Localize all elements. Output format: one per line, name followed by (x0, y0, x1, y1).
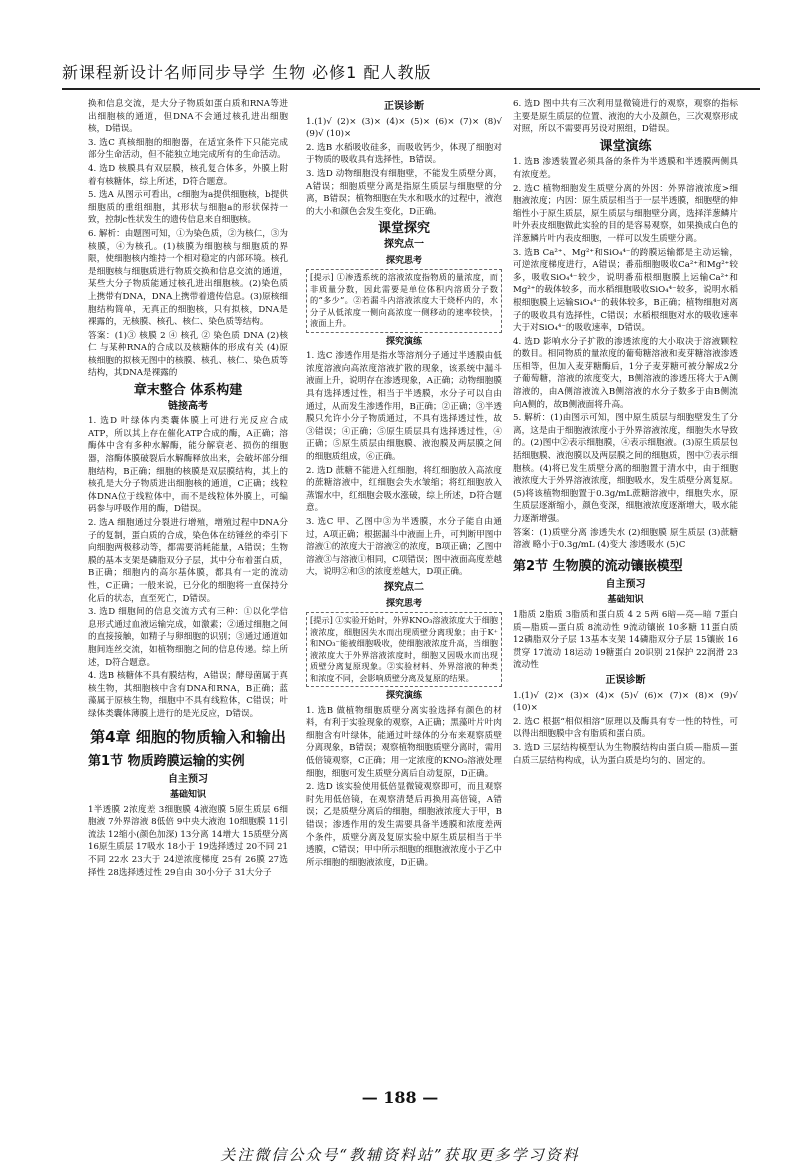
paragraph: 2. 选D 该实验使用低倍显微镜观察即可，而且观察时先用低倍镜，在观察清楚后再换用高倍镜，A错误；乙是质壁分离后的细胞，细胞液浓度大于甲，B错误；渗透作用的发生需要具备半透膜和浓度差两个条件，质壁分离及复原实验中原生质层相当于半透膜，C错误；甲中所示细胞的细胞液浓度小于乙中所示细胞的细胞液浓度，D正确。 (306, 782, 502, 868)
section-subheading: 基础知识 (169, 790, 206, 801)
paragraph: 4. 选D 影响水分子扩散的渗透浓度的大小取决于溶液颗粒的数目。相同物质的量浓度的葡萄糖溶液和麦芽糖溶液渗透压相等，但加入麦芽糖酶后，1分子麦芽糖可被分解成2分子葡萄糖，溶液的浓度变大，B侧溶液的渗透压将大于A侧溶液的，由A侧溶液流入B侧溶液的水分子数多于由B侧流向A侧的，故B侧液面将升高。 (513, 336, 738, 410)
paragraph: 1. 选D 叶绿体内类囊体膜上可进行光反应合成ATP，所以其上存在催化ATP合成的酶，A正确；溶酶体中含有多种水解酶，能分解衰老、损伤的细胞器，溶酶体膜破裂后水解酶释放出来，会破坏部分细胞结构，B正确；细胞的核膜是双层膜结构，其上的核孔是大分子物质进出细胞核的通道，C正确；线粒体DNA位于线粒体中，而不是线粒体外膜上，可编码参与呼吸作用的酶，D错误。 (88, 416, 288, 515)
answer: 答案：(1)质壁分离 渗透失水 (2)细胞膜 原生质层 (3)蔗糖溶液 略小于0.3g/mL (4)变大 渗透吸水 (5)C (513, 527, 738, 551)
answer: 答案：(1)③ 核膜 2 ④ 核孔 ② 染色质 DNA (2)核仁 与某种RNA的合成以及核糖体的形成有关 (4)原核细胞的拟核无图中的核膜、核孔、核仁、染色质等结构，其DNA是裸露的 (88, 330, 288, 379)
paragraph: 3. 选D 三层结构模型认为生物膜结构由蛋白质—脂质—蛋白质三层结构构成，认为蛋白质是均匀的、固定的。 (513, 742, 738, 766)
paragraph: 1. 选B 做植物细胞质壁分离实验选择有颜色的材料，有利于实验现象的观察，A正确；黑藻叶片叶肉细胞含有叶绿体，能通过叶绿体的分布来观察质壁分离现象，B错误；观察植物细胞质壁分离时，需用低倍镜观察，C正确；用一定浓度的KNO₃溶液处理细胞，细胞可发生质壁分离后自动复原，D正确。 (306, 705, 502, 779)
basics-list: 1半透膜 2浓度差 3细胞膜 4液泡膜 5原生质层 6细胞液 7外界溶液 8低倍 9中央大液泡 10细胞膜 11引流法 12缩小(颜色加深) 13分离 14增大 15质壁分离 16原生质层 17吸水 18小于 19选择透过 20不同 21不同 22水 23大于 24逆浓度梯度 25有 26膜 27选择性 28选择透过性 29自由 30小分子 31大分子 (88, 804, 288, 878)
paragraph: 3. 选C 真核细胞的细胞器，在适宜条件下只能完成部分生命活动，但不能独立地完成所有的生命活动。 (88, 137, 288, 161)
section-subheading: 基础知识 (607, 595, 644, 606)
hint-box: [提示] ①渗透系统的溶液浓度指物质的量浓度，而非质量分数，因此需要是单位体积内溶质分子数的“多少”。②若漏斗内溶液浓度大于烧杯内的，水分子从低浓度一侧向高浓度一侧移动的速率较快，液面上升。 (306, 269, 502, 333)
paragraph: 2. 选C 植物细胞发生质壁分离的外因：外界溶液浓度>细胞液浓度；内因：原生质层相当于一层半透膜，细胞壁的伸缩性小于原生质层，原生质层与细胞壁分离，选择洋葱鳞片叶外表皮细胞做此实验的目的是容易观察，如果换成白色的洋葱鳞片叶内表皮细胞，一样可以发生质壁分离。 (513, 183, 738, 244)
basics-list: 1脂质 2脂质 3脂质和蛋白质 4 2 5两 6暗—亮—暗 7蛋白质—脂质—蛋白质 8流动性 9流动镶嵌 10多糖 11蛋白质 12磷脂双分子层 13基本支架 14磷脂双分子层 15镶嵌 16贯穿 17流动 18运动 19糖蛋白 20识别 21保护 22润滑 23流动性 (513, 609, 738, 671)
paragraph: 2. 选A 细胞通过分裂进行增殖，增殖过程中DNA分子的复制，蛋白质的合成，染色体在纺锤丝的牵引下向细胞两极移动等，都需要消耗能量，A错误；生物膜的基本支架是磷脂双分子层，其中分布着蛋白质，B正确；细胞内的高尔基体膜，都具有一定的流动性，C正确；一般来说，已分化的细胞将一直保持分化后的状态，直至死亡，D错误。 (88, 518, 288, 604)
paragraph: 5. 解析：(1)由图示可知，图中原生质层与细胞壁发生了分离，这是由于细胞液浓度小于外界溶液浓度，细胞失水导致的。(2)图中②表示细胞膜，④表示细胞液。(3)原生质层包括细胞膜、液泡膜以及两层膜之间的细胞质，图中⑦表示细胞核。(4)将已发生质壁分离的细胞置于清水中，由于细胞液浓度大于外界溶液浓度，细胞吸水，发生质壁分离复原。(5)将该植物细胞置于0.3g/mL蔗糖溶液中，细胞失水，原生质层逐渐缩小，颜色变深，细胞液浓度逐渐增大，吸水能力逐渐增强。 (513, 413, 738, 524)
column-middle (306, 98, 502, 870)
section-subheading: 链接高考 (168, 400, 208, 412)
section-heading: 课堂演练 (599, 138, 652, 154)
paragraph: 3. 选B Ca²⁺、Mg²⁺和SiO₄⁴⁻的跨膜运输都是主动运输，可逆浓度梯度进行，A错误；番茄细胞吸收Ca²⁺和Mg²⁺较多，吸收SiO₄⁴⁻较少，说明番茄根细胞膜上运输Ca²⁺和Mg²⁺的载体较多，而水稻细胞吸收SiO₄⁴⁻较多，说明水稻根细胞膜上运输SiO₄⁴⁻的载体较多，B正确；植物细胞对离子的吸收具有选择性，C错误；水稻根细胞对水的吸收速率大于对SiO₄⁴⁻的吸收速率，D错误。 (513, 247, 738, 334)
paragraph: 换和信息交流，是大分子物质如蛋白质和RNA等进出细胞核的通道，但DNA不会通过核孔进出细胞核，D错误。 (88, 99, 288, 135)
section-subheading: 探究演练 (385, 336, 422, 347)
paragraph: 2. 选C 根据“相似相溶”原理以及酶具有专一性的特性，可以得出细胞膜中含有脂质和蛋白质。 (513, 716, 738, 740)
column-left (88, 98, 288, 880)
true-false-answers: 1.(1)√ (2)× (3)× (4)× (5)√ (6)× (7)× (8)× (9)√ (10)× (513, 690, 738, 714)
paragraph: 4. 选D 核膜具有双层膜，核孔复合体多，外膜上附着有核糖体，综上所述，D符合题意。 (88, 163, 288, 187)
section-subheading: 探究点二 (384, 581, 424, 593)
paragraph: 2. 选D 蔗糖不能进入红细胞，将红细胞放入高浓度的蔗糖溶液中，红细胞会失水皱缩；将红细胞放入蒸馏水中，红细胞会吸水涨破，综上所述，D符合题意。 (306, 465, 502, 514)
section-subheading: 探究点一 (384, 238, 424, 250)
footer-note: 关注微信公众号“教辅资料站”获取更多学习资料 (220, 1146, 580, 1164)
section-heading: 正误诊断 (605, 674, 646, 686)
paragraph: 3. 选D 动物细胞没有细胞壁，不能发生质壁分离，A错误；细胞质壁分离是指原生质层与细胞壁的分离，B错误；植物细胞在失水和吸水的过程中，液泡的大小和颜色会发生变化，D正确。 (306, 168, 502, 217)
section-subheading: 探究思考 (385, 598, 422, 609)
paragraph: 5. 选A 从图示可看出，c细胞为a提供细胞核，b提供细胞质的重组细胞，其形状与细胞a的形状保持一致，控制c性状发生的遗传信息来自细胞核。 (88, 190, 288, 226)
section-heading: 自主预习 (605, 578, 646, 590)
paragraph: 6. 解析：由题图可知，①为染色质，②为核仁，③为核膜，④为核孔。(1)核膜为细胞核与细胞质的界限，使细胞核内维持一个相对稳定的内部环境。核孔是细胞核与细胞质进行物质交换和信息交流的通道，某些大分子物质能通过核孔进出细胞核。(2)染色质上携带有DNA，DNA上携带着遗传信息。(3)原核细胞结构简单，无真正的细胞核，只有拟核，DNA是裸露的，无核膜、核孔、核仁、染色质等结构。 (88, 228, 288, 328)
section-heading: 正误诊断 (384, 101, 424, 112)
page-number: — 188 — (361, 1088, 439, 1107)
paragraph: 1. 选C 渗透作用是指水等溶剂分子通过半透膜由低浓度溶液向高浓度溶液扩散的现象，该系统中漏斗液面上升，说明存在渗透现象，A正确；动物细胞膜具有选择透过性，相当于半透膜，水分子可以自由通过，从而发生渗透作用，B正确；②正确；③半透膜只允许小分子物质通过，不具有选择透过性，故③错误；④正确；⑤原生质层具有选择透过性，④正确；⑤原生质层由细胞膜、液泡膜及两层膜之间的细胞质组成，⑥正确。 (306, 351, 502, 462)
true-false-answers: 1.(1)√ (2)× (3)× (4)× (5)× (6)× (7)× (8)√ (9)√ (10)× (306, 116, 502, 140)
section-heading: 章末整合 体系构建 (133, 383, 243, 399)
column-right (513, 98, 738, 768)
section-subheading: 探究思考 (385, 255, 422, 266)
lesson-title: 第2节 生物膜的流动镶嵌模型 (513, 558, 683, 574)
paragraph: 3. 选C 甲、乙图中③为半透膜，水分子能自由通过，A项正确；根据漏斗中液面上升，可判断甲图中溶液①的浓度大于溶液②的浓度，B项正确；乙图中溶液③与溶液①相同，C项错误；图中液面高度差越大，说明②和③的浓度差越大，D项正确。 (306, 516, 502, 578)
hint-box: [提示] ①实验开始时，外界KNO₃溶液浓度大于细胞液浓度，细胞因失水而出现质壁分离现象；由于K⁺和NO₃⁻能被细胞吸收，使细胞液浓度升高，当细胞液浓度大于外界溶液浓度时，细胞又因吸水而出现质壁分离复原现象。②实验材料、外界溶液的种类和浓度不同，会影响质壁分离及复原的结果。 (306, 612, 502, 687)
paragraph: 6. 选D 图中共有三次利用显微镜进行的观察，观察的指标主要是原生质层的位置、液泡的大小及颜色，三次观察形成对照，所以不需要再另设对照组，D错误。 (513, 99, 738, 135)
section-subheading: 探究演练 (385, 691, 422, 702)
section-heading: 课堂探究 (377, 221, 430, 237)
chapter-title: 第4章 细胞的物质输入和输出 (90, 727, 286, 746)
header-title: 新课程新设计名师同步导学 生物 必修1 配人教版 (62, 63, 432, 82)
page-header (62, 58, 760, 90)
paragraph: 4. 选B 核糖体不具有膜结构，A错误；酵母菌属于真核生物，其细胞核中含有DNA和RNA，B正确；蓝藻属于原核生物，细胞中不具有线粒体，C错误；叶绿体类囊体薄膜上进行的是光反应，D错误。 (88, 671, 288, 719)
paragraph: 1. 选B 渗透装置必须具备的条件为半透膜和半透膜两侧具有浓度差。 (513, 157, 738, 180)
paragraph: 3. 选D 细胞间的信息交流方式有三种：①以化学信息形式通过血液运输完成，如激素；②通过细胞之间的直接接触，如精子与卵细胞的识别；③通过通道如胞间连丝交流，如植物细胞之间的信息传递。综上所述，D符合题意。 (88, 607, 288, 668)
lesson-title: 第1节 物质跨膜运输的实例 (88, 753, 245, 769)
section-heading: 自主预习 (168, 773, 208, 785)
paragraph: 2. 选B 水稻吸收硅多，而吸收钙少，体现了细胞对于物质的吸收具有选择性，B错误。 (306, 142, 502, 166)
